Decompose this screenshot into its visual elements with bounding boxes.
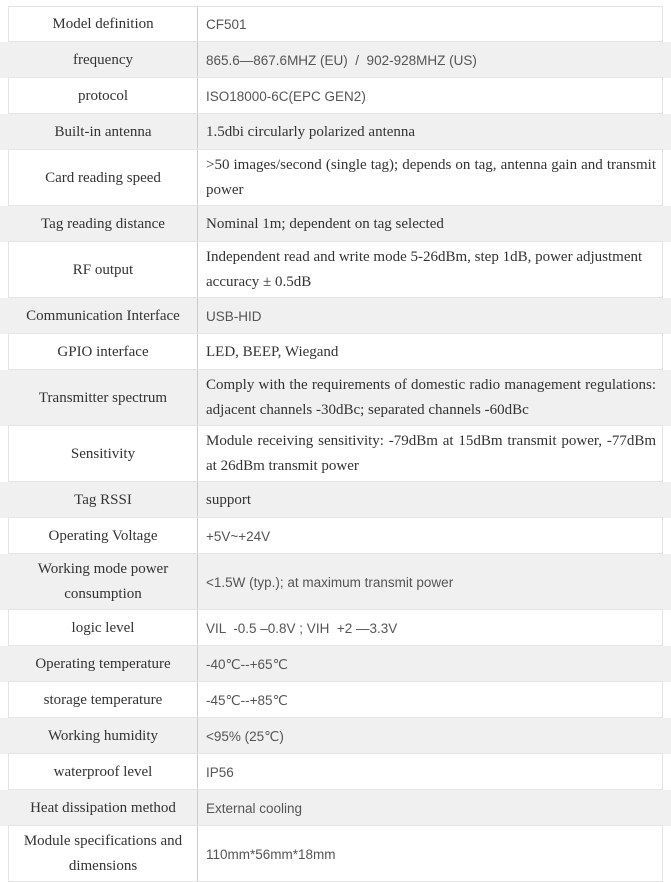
spec-label: Sensitivity: [70, 445, 136, 462]
spec-label-cell: [9, 518, 198, 554]
table-row-inner: [8, 610, 663, 646]
spec-value-cell: [198, 754, 662, 790]
table-row-inner: [8, 518, 663, 554]
table-row-inner: [8, 206, 663, 242]
spec-label: storage temperature: [43, 691, 163, 708]
spec-label: logic level: [71, 619, 135, 636]
spec-label-cell: [9, 114, 198, 150]
spec-value-cell: [198, 150, 662, 206]
spec-label-cell: [9, 426, 198, 482]
spec-label-cell: [9, 610, 198, 646]
table-row: [0, 718, 671, 754]
spec-value: Independent read and write mode 5-26dBm, step 1dB, power adjustment accuracy ± 0.5dB: [206, 249, 646, 290]
spec-label: Operating Voltage: [48, 527, 158, 544]
spec-value: <95% (25℃): [206, 728, 284, 744]
table-row: [0, 114, 671, 150]
spec-label-cell: [9, 718, 198, 754]
spec-label-cell: [9, 482, 198, 518]
spec-value: -45℃--+85℃: [206, 692, 288, 708]
table-row: [0, 150, 671, 206]
spec-label: Module specifications and dimensions: [23, 833, 183, 874]
spec-value: Module receiving sensitivity: -79dBm at 15dBm transmit power, -77dBm at 26dBm transmit power: [206, 433, 660, 474]
spec-label-cell: [9, 78, 198, 114]
spec-value: USB-HID: [206, 308, 262, 324]
spec-value-cell: [198, 646, 662, 682]
table-row: [0, 206, 671, 242]
table-row: [0, 426, 671, 482]
spec-value-cell: [198, 42, 662, 78]
table-row: [0, 554, 671, 610]
spec-label-cell: [9, 826, 198, 882]
spec-value-cell: [198, 518, 662, 554]
spec-value: 1.5dbi circularly polarized antenna: [206, 123, 416, 140]
table-row: [0, 298, 671, 334]
spec-label: frequency: [73, 51, 133, 68]
spec-label: GPIO interface: [57, 343, 149, 360]
table-row-inner: [8, 42, 663, 78]
spec-label: waterproof level: [53, 763, 153, 780]
spec-label-cell: [9, 42, 198, 78]
spec-label-cell: [9, 298, 198, 334]
spec-value: Nominal 1m; dependent on tag selected: [206, 215, 444, 232]
table-row-inner: [8, 6, 663, 42]
table-row-inner: [8, 826, 663, 882]
table-row-inner: [8, 426, 663, 482]
table-row: [0, 754, 671, 790]
table-row: [0, 826, 671, 882]
spec-label: Tag reading distance: [41, 215, 165, 232]
table-row: [0, 646, 671, 682]
table-row-inner: [8, 754, 663, 790]
spec-label: Card reading speed: [45, 169, 161, 186]
spec-value-cell: [198, 370, 662, 426]
table-row: [0, 518, 671, 554]
table-row-inner: [8, 646, 663, 682]
spec-value: LED, BEEP, Wiegand: [206, 343, 339, 360]
table-row: [0, 42, 671, 78]
spec-label: Working humidity: [47, 727, 159, 744]
spec-label-cell: [9, 682, 198, 718]
spec-value: CF501: [206, 16, 247, 32]
spec-label-cell: [9, 554, 198, 610]
table-row-inner: [8, 150, 663, 206]
spec-label: Transmitter spectrum: [38, 389, 168, 406]
spec-label: protocol: [78, 87, 128, 104]
spec-label-cell: [9, 242, 198, 298]
spec-value-cell: [198, 718, 662, 754]
spec-value: ISO18000-6C(EPC GEN2): [206, 88, 366, 104]
spec-label-cell: [9, 6, 198, 42]
spec-label: RF output: [72, 261, 134, 278]
table-row-inner: [8, 114, 663, 150]
table-row: [0, 6, 671, 42]
spec-label-cell: [9, 370, 198, 426]
spec-value: -40℃--+65℃: [206, 656, 288, 672]
table-row: [0, 482, 671, 518]
spec-label-cell: [9, 206, 198, 242]
table-row-inner: [8, 718, 663, 754]
table-row: [0, 682, 671, 718]
spec-table: [0, 6, 671, 882]
spec-label: Built-in antenna: [54, 123, 152, 140]
table-row: [0, 334, 671, 370]
table-row-inner: [8, 334, 663, 370]
spec-label: Communication Interface: [26, 307, 180, 324]
spec-value-cell: [198, 78, 662, 114]
spec-value-cell: [198, 298, 662, 334]
table-row-inner: [8, 370, 663, 426]
spec-label: Model definition: [52, 15, 154, 32]
spec-value-cell: [198, 482, 662, 518]
spec-value-cell: [198, 334, 662, 370]
spec-value-cell: [198, 826, 662, 882]
table-row: [0, 790, 671, 826]
table-row-inner: [8, 682, 663, 718]
spec-value: 110mm*56mm*18mm: [206, 846, 336, 862]
spec-value-cell: [198, 426, 662, 482]
spec-value: <1.5W (typ.); at maximum transmit power: [206, 574, 454, 590]
spec-value: VIL -0.5 –0.8V ; VIH +2 —3.3V: [206, 620, 398, 636]
spec-label: Operating temperature: [35, 655, 171, 672]
spec-label-cell: [9, 754, 198, 790]
table-row-inner: [8, 242, 663, 298]
spec-label-cell: [9, 150, 198, 206]
spec-value-cell: [198, 682, 662, 718]
spec-value-cell: [198, 242, 662, 298]
spec-label-cell: [9, 646, 198, 682]
spec-value: External cooling: [206, 800, 303, 816]
table-row-inner: [8, 790, 663, 826]
spec-value: IP56: [206, 764, 234, 780]
spec-label-cell: [9, 334, 198, 370]
spec-value-cell: [198, 206, 662, 242]
table-row: [0, 610, 671, 646]
table-row-inner: [8, 482, 663, 518]
spec-label: Working mode power consumption: [37, 561, 169, 602]
spec-label: Heat dissipation method: [30, 799, 176, 816]
table-row: [0, 242, 671, 298]
table-row: [0, 78, 671, 114]
spec-value-cell: [198, 790, 662, 826]
spec-value-cell: [198, 6, 662, 42]
spec-value-cell: [198, 610, 662, 646]
table-row-inner: [8, 78, 663, 114]
spec-value: support: [206, 491, 251, 508]
spec-label: Tag RSSI: [74, 491, 132, 508]
spec-label-cell: [9, 790, 198, 826]
table-row: [0, 370, 671, 426]
spec-value-cell: [198, 114, 662, 150]
table-row-inner: [8, 554, 663, 610]
spec-value: +5V~+24V: [206, 528, 271, 544]
spec-value: 865.6—867.6MHZ (EU) / 902-928MHZ (US): [206, 52, 477, 68]
spec-value-cell: [198, 554, 662, 610]
spec-value: >50 images/second (single tag); depends on tag, antenna gain and transmit power: [206, 157, 660, 198]
spec-value: Comply with the requirements of domestic radio management regulations: adjacent channels -30dBc; separated channels -60dBc: [206, 377, 660, 418]
table-row-inner: [8, 298, 663, 334]
